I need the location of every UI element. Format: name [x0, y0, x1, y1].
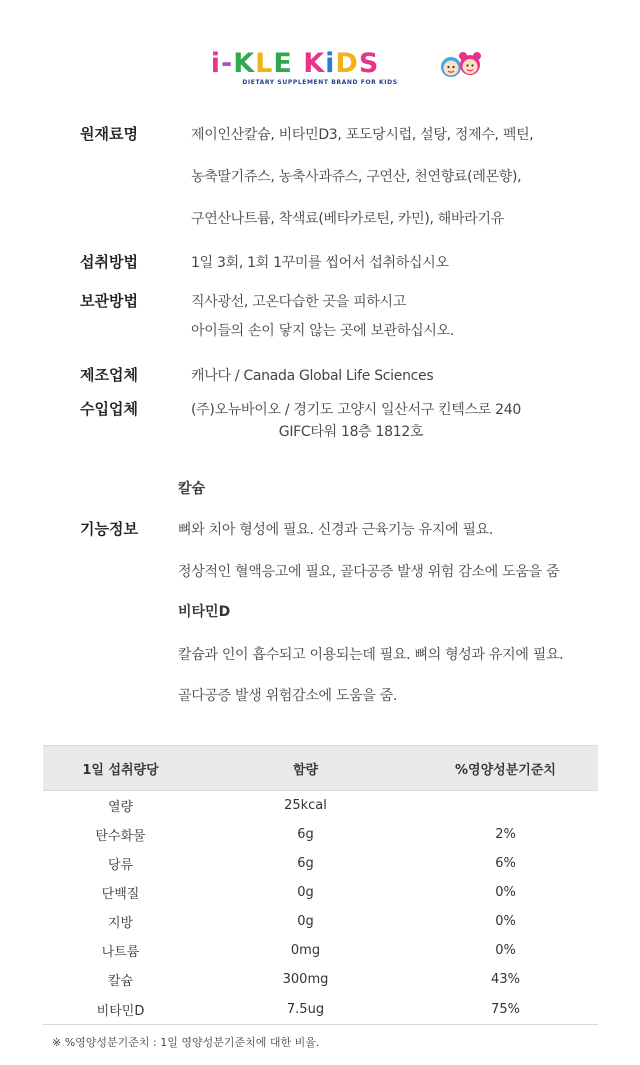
logo-letter: -: [220, 48, 234, 79]
nutrient-name: 나트륨: [101, 945, 140, 960]
nutrient-name: 칼슘: [107, 974, 134, 989]
storage-label: 보관방법: [80, 292, 138, 310]
table-row: [43, 849, 598, 878]
nutrient-amount: 25kcal: [284, 798, 327, 813]
importer-label: 수입업체: [80, 400, 138, 418]
nutrient-amount: 300mg: [282, 972, 329, 987]
nutrient-percent: 0%: [495, 943, 516, 958]
table-row: [43, 936, 598, 965]
storage-line: 직사광선, 고온다습한 곳을 피하시고: [191, 294, 406, 310]
nutrient-name: 지방: [107, 916, 134, 931]
table-row: [43, 791, 598, 821]
table-row: [43, 994, 598, 1025]
logo-letter: K: [233, 48, 256, 79]
nutrient-name: 열량: [107, 800, 134, 815]
logo-wordmark: [211, 50, 430, 86]
logo-letter: i: [210, 48, 221, 79]
importer-line: GIFC타워 18층 1812호: [278, 424, 424, 440]
nutrient-amount: 0g: [297, 914, 314, 929]
ingredients-label: 원재료명: [80, 125, 138, 143]
brand-logo: [0, 50, 640, 90]
logo-letter: i: [325, 48, 336, 79]
brand-tagline: DIETARY SUPPLEMENT BRAND FOR KIDS: [242, 79, 398, 86]
logo-letter: S: [358, 48, 380, 79]
calcium-line: 정상적인 혈액응고에 필요, 골다공증 발생 위험 감소에 도움을 줌: [178, 564, 560, 580]
table-row: [43, 878, 598, 907]
logo-letter: K: [303, 48, 326, 79]
nutrient-amount: 6g: [297, 856, 314, 871]
logo-letter: E: [273, 48, 293, 79]
nutrient-percent: 6%: [495, 856, 516, 871]
importer-line: (주)오뉴바이오 / 경기도 고양시 일산서구 킨텍스로 240: [191, 402, 521, 418]
nutrition-table: [43, 745, 598, 1025]
logo-letter: D: [335, 48, 359, 79]
nutrient-amount: 0g: [297, 885, 314, 900]
header-amount: 함량: [198, 746, 413, 791]
header-daily-value: %영양성분기준치: [413, 746, 598, 791]
logo-letter: [293, 50, 303, 78]
ingredients-line: 구연산나트륨, 착색료(베타카로틴, 카민), 해바라기유: [191, 211, 504, 227]
ingredients-line: 제이인산칼슘, 비타민D3, 포도당시럽, 설탕, 정제수, 펙틴,: [191, 127, 534, 143]
nutrient-percent: 0%: [495, 914, 516, 929]
nutrient-percent: 75%: [413, 994, 598, 1025]
manufacturer-text: 캐나다 / Canada Global Life Sciences: [191, 368, 434, 384]
nutrient-percent: [413, 791, 598, 821]
nutrient-name: 당류: [107, 858, 134, 873]
ingredients-line: 농축딸기쥬스, 농축사과쥬스, 구연산, 천연향료(레몬향),: [191, 169, 522, 185]
manufacturer-label: 제조업체: [80, 366, 138, 384]
vitd-title: 비타민D: [178, 604, 231, 620]
table-row: [43, 965, 598, 994]
nutrient-percent: 0%: [495, 885, 516, 900]
nutrient-amount: 0mg: [290, 943, 321, 958]
intake-label: 섭취방법: [80, 253, 138, 271]
calcium-line: 뼈와 치아 형성에 필요. 신경과 근육기능 유지에 필요.: [178, 522, 494, 538]
table-row: [43, 820, 598, 849]
function-label: 기능정보: [80, 520, 138, 538]
nutrient-amount: 7.5ug: [198, 994, 413, 1025]
footnote: ※ %영양성분기준치 : 1일 영양성분기준치에 대한 비율.: [52, 1036, 320, 1049]
nutrient-name: 탄수화물: [95, 829, 146, 844]
vitd-line: 골다공증 발생 위험감소에 도움을 줌.: [178, 688, 398, 704]
table-header-row: [43, 746, 598, 791]
storage-line: 아이들의 손이 닿지 않는 곳에 보관하십시오.: [191, 323, 454, 339]
brand-name: [211, 50, 430, 78]
nutrient-percent: 43%: [491, 972, 520, 987]
intake-text: 1일 3회, 1회 1꾸미를 씹어서 섭취하십시오: [191, 255, 449, 271]
calcium-title: 칼슘: [178, 481, 206, 497]
nutrient-amount: 6g: [297, 827, 314, 842]
nutrient-name: 단백질: [101, 887, 140, 902]
nutrient-percent: 2%: [495, 827, 516, 842]
nutrient-name: 비타민D: [43, 994, 198, 1025]
table-row: [43, 907, 598, 936]
header-serving: 1일 섭취량당: [43, 746, 198, 791]
vitd-line: 칼슘과 인이 흡수되고 이용되는데 필요. 뼈의 형성과 유지에 필요.: [178, 647, 564, 663]
logo-letter: L: [255, 48, 274, 79]
kids-faces-icon: [437, 47, 483, 83]
